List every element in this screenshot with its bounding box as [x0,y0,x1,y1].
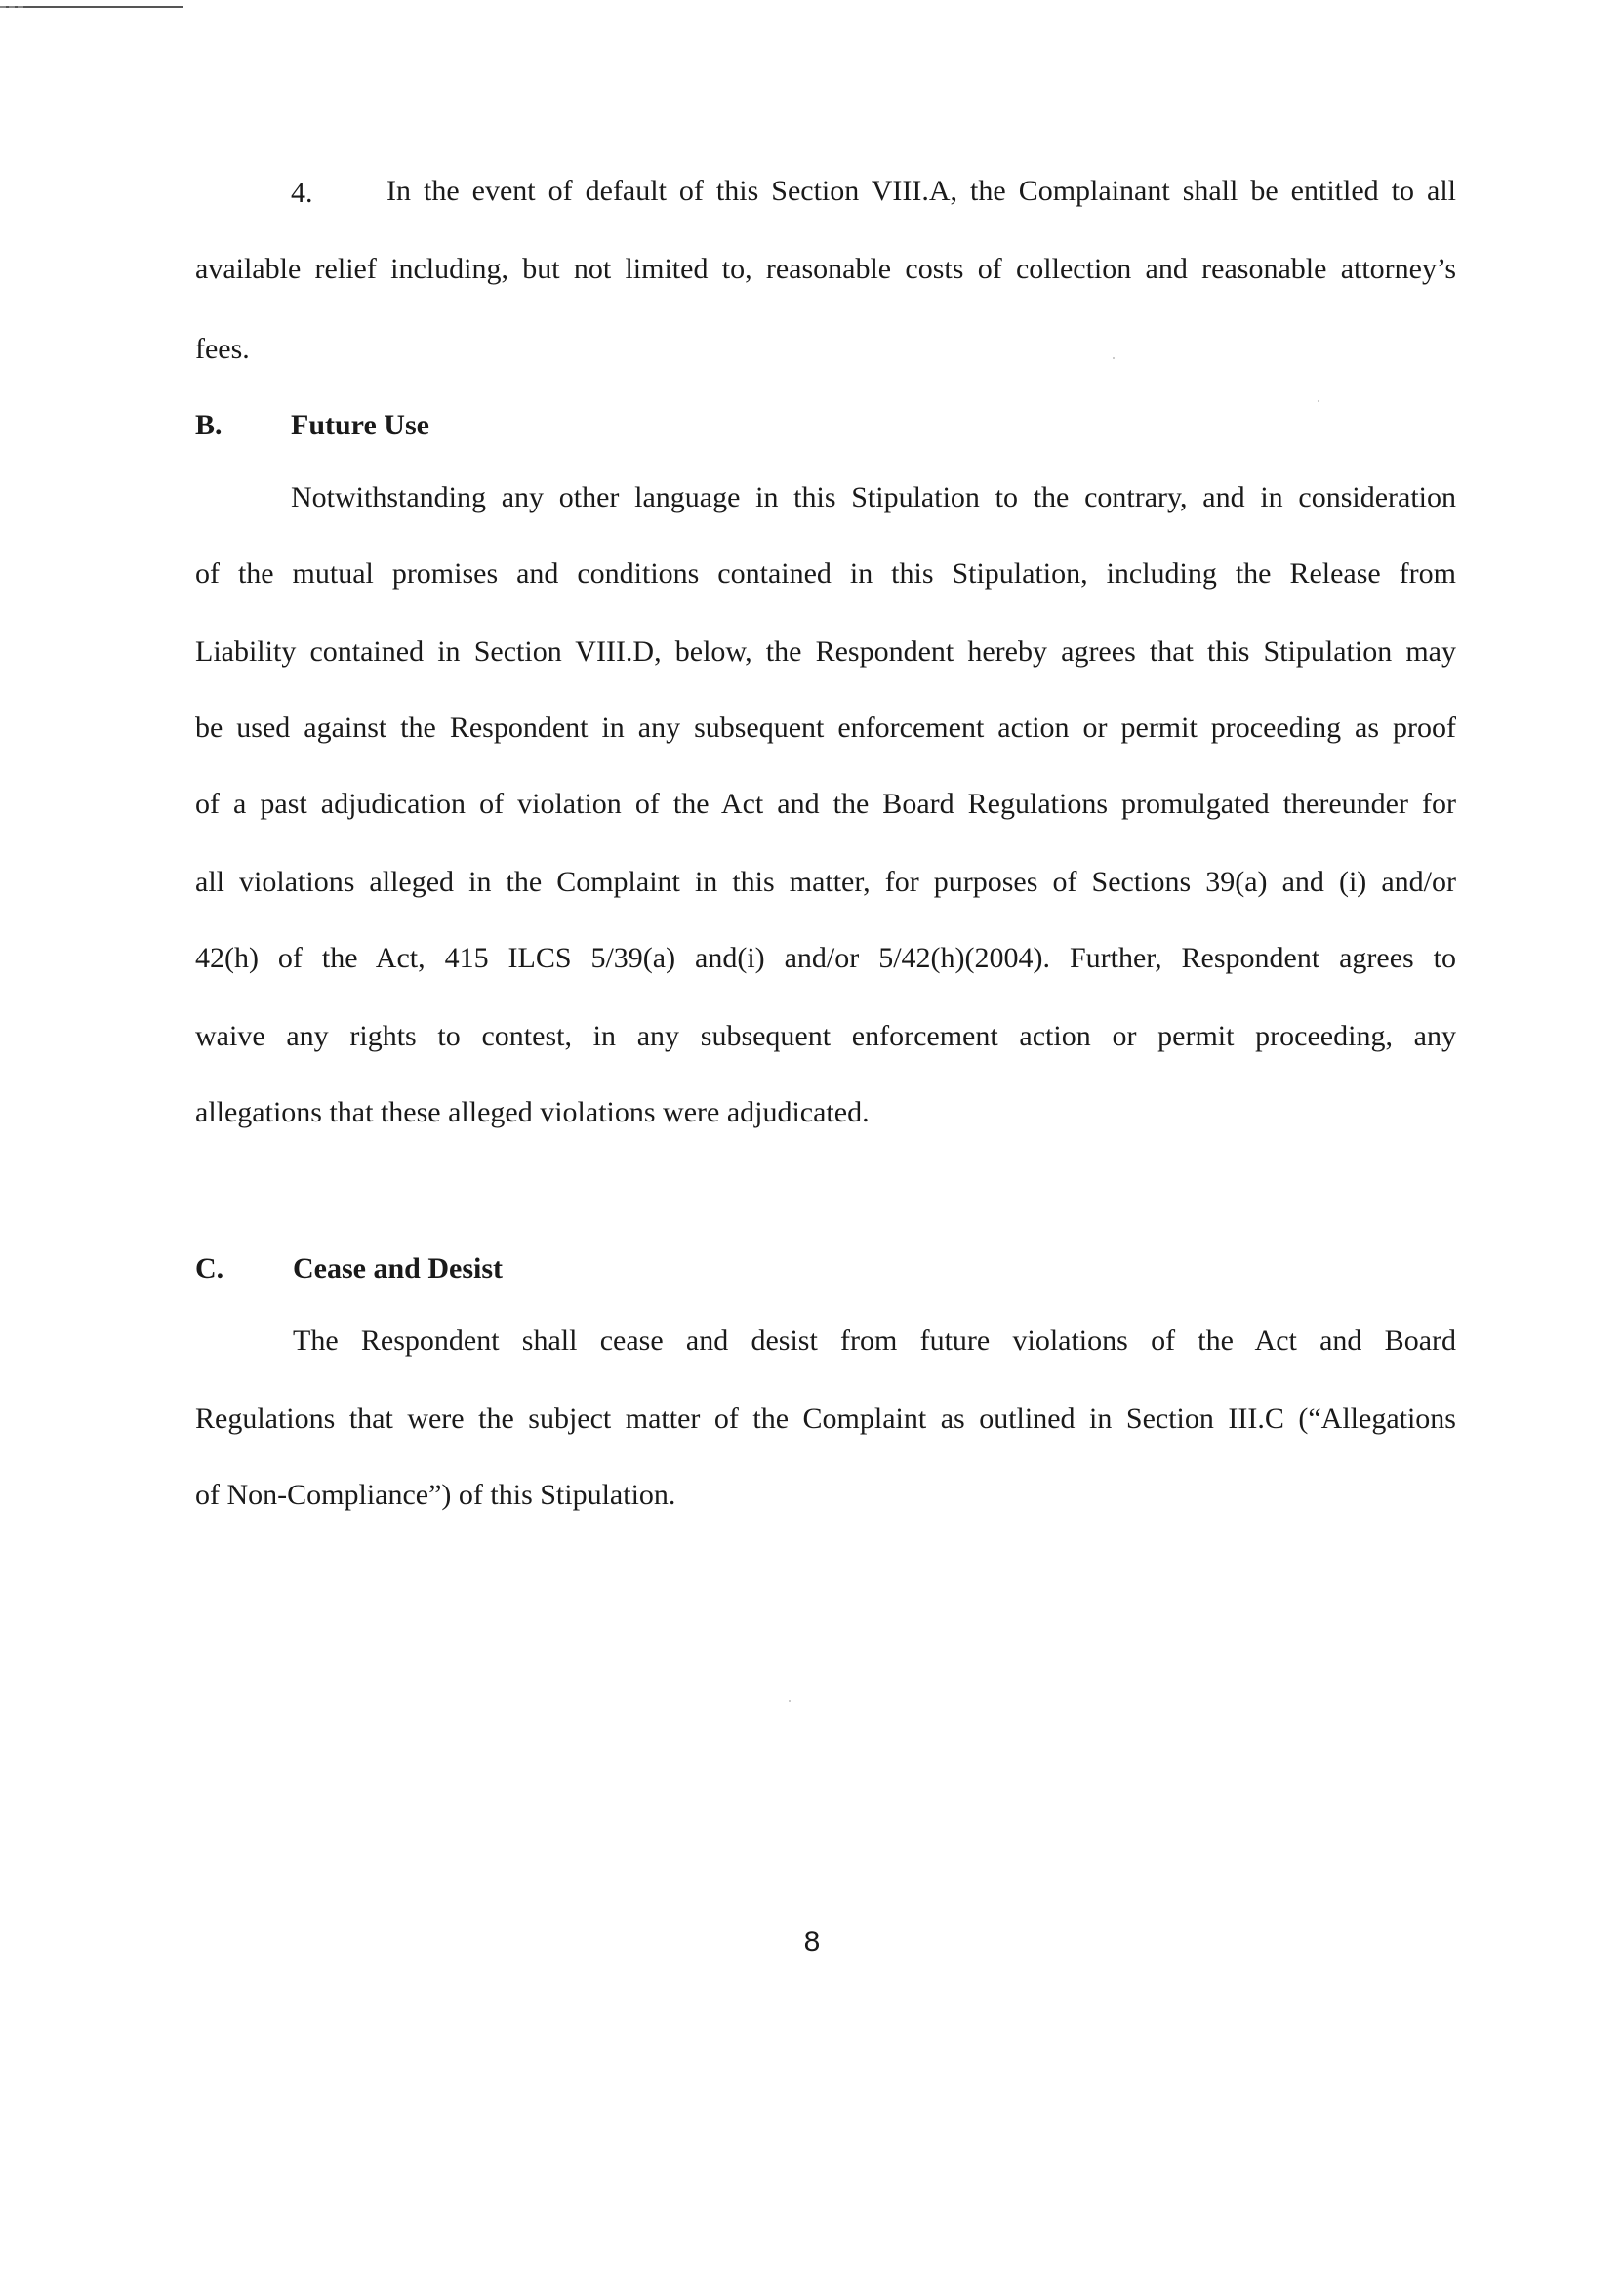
section-title: Future Use [291,409,429,441]
paragraph-line: waive any rights to contest, in any subsequent enforcement action or permit proceeding, any [195,1020,1456,1052]
paragraph-line: The Respondent shall cease and desist from future violations of the Act and Board [293,1324,1456,1357]
paragraph-line: Regulations that were the subject matter of the Complaint as outlined in Section III.C (“Allegations [195,1403,1456,1435]
paragraph-line: Liability contained in Section VIII.D, below, the Respondent hereby agrees that this Stipulation may [195,635,1456,668]
scan-speck [789,1700,791,1702]
paragraph-line: Notwithstanding any other language in this Stipulation to the contrary, and in consideration [291,481,1456,513]
paragraph-line: In the event of default of this Section VIII.A, the Complainant shall be entitled to all [386,175,1456,207]
paragraph-line: all violations alleged in the Complaint in this matter, for purposes of Sections 39(a) and (i) and/or [195,866,1456,898]
paragraph-line: 42(h) of the Act, 415 ILCS 5/39(a) and(i) and/or 5/42(h)(2004). Further, Respondent agrees to [195,942,1456,974]
paragraph-line: of Non-Compliance”) of this Stipulation. [195,1479,676,1511]
paragraph-line: fees. [195,333,250,365]
scan-edge-rule [0,6,183,8]
item-number: 4. [291,177,313,209]
paragraph-line: available relief including, but not limited to, reasonable costs of collection and reasonable attorney’s [195,253,1456,285]
scan-speck [1318,400,1320,402]
section-letter: B. [195,409,223,441]
section-letter: C. [195,1252,224,1284]
section-title: Cease and Desist [293,1252,503,1284]
paragraph-line: of a past adjudication of violation of the Act and the Board Regulations promulgated thereunder for [195,788,1456,820]
page-number: 8 [803,1926,821,1958]
paragraph-line: be used against the Respondent in any subsequent enforcement action or permit proceeding as proof [195,712,1456,744]
paragraph-line: allegations that these alleged violations were adjudicated. [195,1096,870,1128]
scan-speck [1113,357,1115,359]
scan-edge-dash [0,6,23,8]
paragraph-line: of the mutual promises and conditions contained in this Stipulation, including the Release from [195,557,1456,590]
